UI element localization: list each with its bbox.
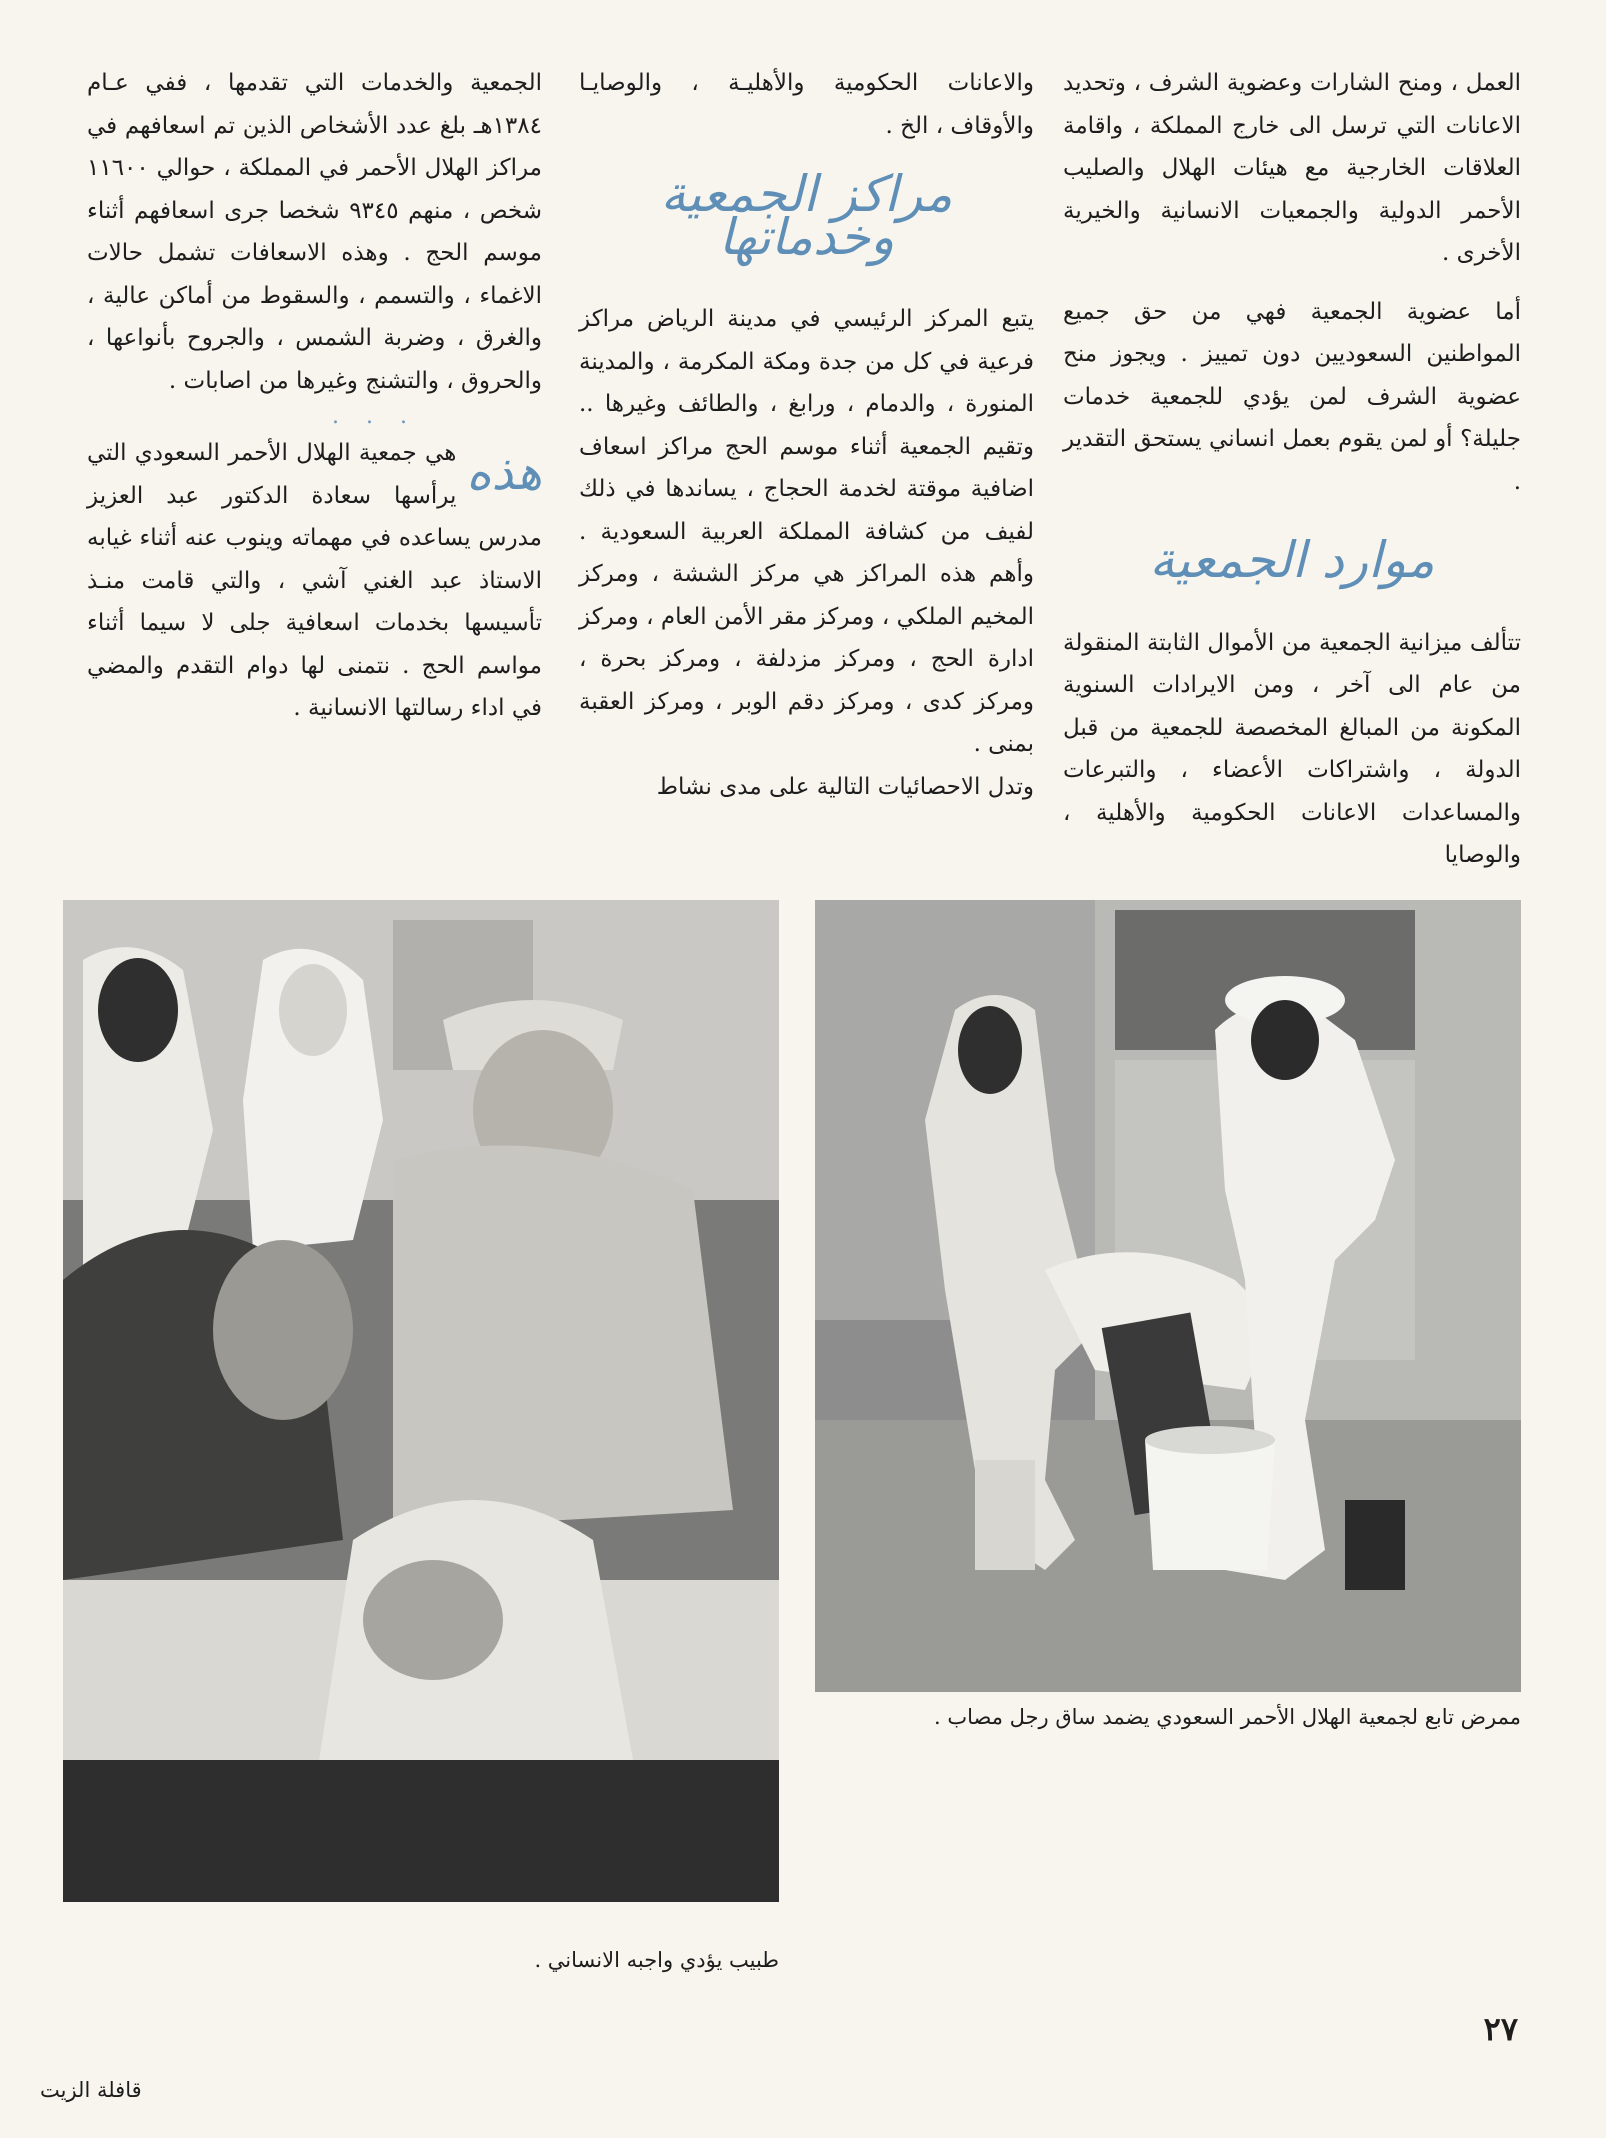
paragraph: يتبع المركز الرئيسي في مدينة الرياض مراكز فرعية في كل من جدة ومكة المكرمة ، والمدينة المنورة ، والدمام ، ورابغ ، والطائف وغيرها .. وتقيم الجمعية أثناء موسم الحج مراكز اسعاف اضافية موقتة لخدمة الحجاج ، يساندها في ذلك لفيف من كشافة المملكة العربية السعودية . وأهم هذه المراكز هي مركز الششة ، ومركز المخيم الملكي ، ومركز مقر الأمن العام ، ومركز ادارة الحج ، ومركز مزدلفة ، ومركز بحرة ، ومركز كدى ، ومركز دقم الوبر ، ومركز العقبة بمنى . <box>579 306 1034 757</box>
section-heading: موارد الجمعية <box>1149 531 1435 589</box>
photo-doctor-examining <box>63 900 779 1902</box>
page-number: ٢٧ <box>1483 2010 1518 2048</box>
column-middle <box>579 62 1034 808</box>
paragraph: العمل ، ومنح الشارات وعضوية الشرف ، وتحديد الاعانات التي ترسل الى خارج المملكة ، واقامة العلاقات الخارجية مع هيئات الهلال والصليب الأحمر الدولية والجمعيات الانسانية والخيرية الأخرى . <box>1063 70 1521 266</box>
paragraph: وتدل الاحصائيات التالية على مدى نشاط <box>656 773 1034 800</box>
column-left <box>87 62 542 730</box>
paragraph: تتألف ميزانية الجمعية من الأموال الثابتة المنقولة من عام الى آخر ، ومن الايرادات السنوية المكونة من المبالغ المخصصة للجمعية من قبل الدولة ، واشتراكات الأعضاء ، والتبرعات والمساعدات الاعانات الحكومية والأهلية ، والوصايا <box>1063 629 1521 868</box>
paragraph: هي جمعية الهلال الأحمر السعودي التي يرأسها سعادة الدكتور عبد العزيز مدرس يساعده في مهماته وينوب عنه أثناء غيابه الاستاذ عبد الغني آشي ، والتي قامت منـذ تأسيسها بخدمات اسعافية جلى لا سيما أثناء مواسم الحج . نتمنى لها دوام التقدم والمضي في اداء رسالتها الانسانية . <box>87 440 542 721</box>
section-heading: مراكز الجمعية وخدماتها <box>660 165 953 266</box>
photo-caption: ممرض تابع لجمعية الهلال الأحمر السعودي يضمد ساق رجل مصاب . <box>934 1705 1521 1729</box>
section-divider-dots: . . . <box>332 404 417 429</box>
photo-caption: طبيب يؤدي واجبه الانساني . <box>534 1948 779 1972</box>
paragraph: والاعانات الحكومية والأهليـة ، والوصايـا والأوقاف ، الخ . <box>579 70 1034 139</box>
column-right <box>1063 62 1521 877</box>
paragraph: أما عضوية الجمعية فهي من حق جميع المواطنين السعوديين دون تمييز . ويجوز منح عضوية الشرف لمن يؤدي للجمعية خدمات جليلة؟ أو لمن يقوم بعمل انساني يستحق التقدير . <box>1063 298 1521 495</box>
drop-word: هذه <box>466 445 542 501</box>
publication-name: قافلة الزيت <box>40 2078 142 2102</box>
paragraph: الجمعية والخدمات التي تقدمها ، ففي عـام ١٣٨٤هـ بلغ عدد الأشخاص الذين تم اسعافهم في مراكز الهلال الأحمر في المملكة ، حوالي ١١٦٠٠ شخص ، منهم ٩٣٤٥ شخصا جرى اسعافهم أثناء موسم الحج . وهذه الاسعافات تشمل حالات الاغماء ، والتسمم ، والسقوط من أماكن عالية ، والغرق ، وضربة الشمس ، والجروح بأنواعها ، والحروق ، والتشنج وغيرها من اصابات . <box>87 70 543 394</box>
photo-nurse-bandaging <box>815 900 1521 1692</box>
